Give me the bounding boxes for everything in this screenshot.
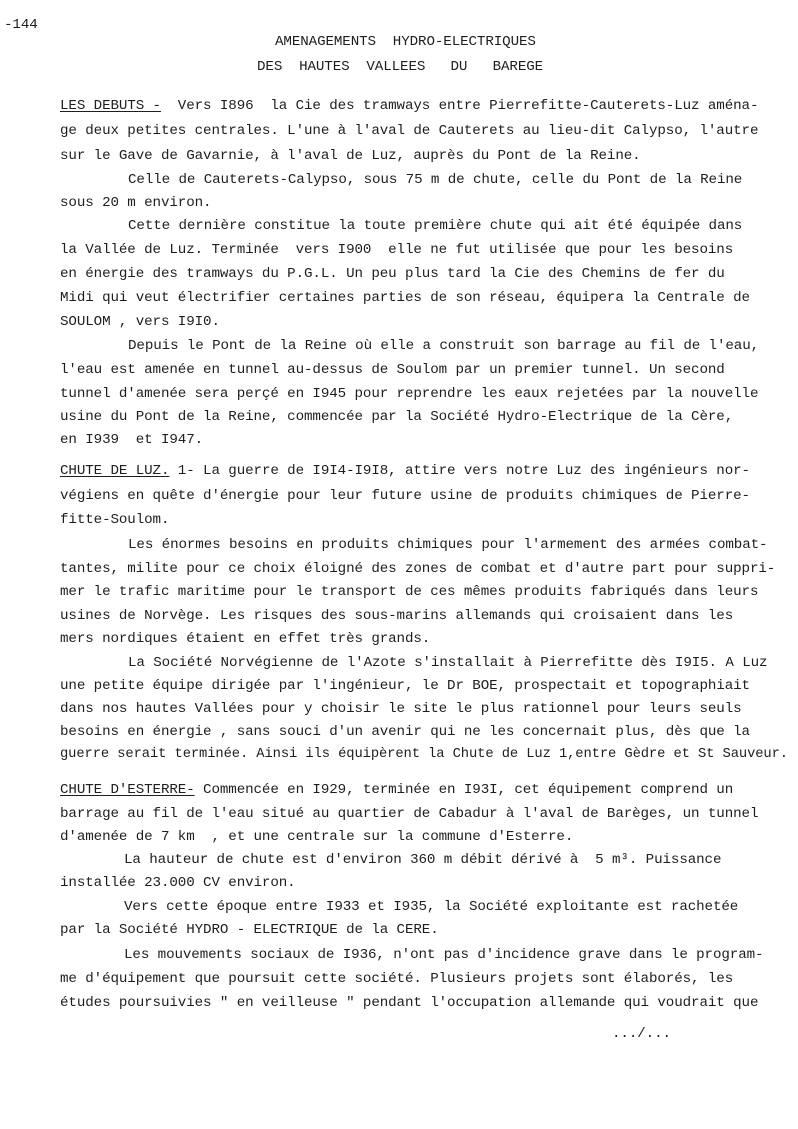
paragraph-line: La Société Norvégienne de l'Azote s'installait à Pierrefitte dès I9I5. A Luz [128, 655, 768, 671]
paragraph-line: mer le trafic maritime pour le transport de ces mêmes produits fabriqués dans leurs [60, 584, 759, 600]
paragraph-line: Les mouvements sociaux de I936, n'ont pas d'incidence grave dans le program- [124, 947, 764, 963]
paragraph-line: par la Société HYDRO - ELECTRIQUE de la CERE. [60, 922, 439, 938]
paragraph-line: études poursuivies " en veilleuse " pendant l'occupation allemande qui voudrait que [60, 995, 759, 1011]
paragraph-line: une petite équipe dirigée par l'ingénieur, le Dr BOE, prospectait et topographiait [60, 678, 750, 694]
paragraph-line: Depuis le Pont de la Reine où elle a construit son barrage au fil de l'eau, [128, 338, 760, 354]
paragraph-line: d'amenée de 7 km , et une centrale sur la commune d'Esterre. [60, 829, 574, 845]
paragraph-line: LES DEBUTS - Vers I896 la Cie des tramways entre Pierrefitte-Cauterets-Luz aména- [60, 98, 759, 114]
paragraph-line: en I939 et I947. [60, 432, 204, 448]
paragraph-line: guerre serait terminée. Ainsi ils équipèrent la Chute de Luz 1,entre Gèdre et St Sauveur. [60, 747, 788, 762]
continuation-mark: .../... [612, 1026, 671, 1042]
paragraph-line: Celle de Cauterets-Calypso, sous 75 m de chute, celle du Pont de la Reine [128, 172, 743, 188]
title-line-1: AMENAGEMENTS HYDRO-ELECTRIQUES [275, 34, 536, 50]
paragraph-line: dans nos hautes Vallées pour y choisir le site le plus rationnel pour leurs seuls [60, 701, 742, 717]
section-heading: CHUTE D'ESTERRE- [60, 782, 195, 798]
paragraph-line: Cette dernière constitue la toute première chute qui ait été équipée dans [128, 218, 743, 234]
paragraph-line: CHUTE DE LUZ. 1- La guerre de I9I4-I9I8, attire vers notre Luz des ingénieurs nor- [60, 463, 750, 479]
paragraph-line: la Vallée de Luz. Terminée vers I900 elle ne fut utilisée que pour les besoins [60, 242, 734, 258]
paragraph-line: sous 20 m environ. [60, 195, 212, 211]
paragraph-line: SOULOM , vers I9I0. [60, 314, 220, 330]
section-heading: LES DEBUTS - [60, 98, 161, 114]
paragraph-line: ge deux petites centrales. L'une à l'aval de Cauterets au lieu-dit Calypso, l'autre [60, 123, 759, 139]
paragraph-line: l'eau est amenée en tunnel au-dessus de Soulom par un premier tunnel. Un second [60, 362, 725, 378]
paragraph-line: usine du Pont de la Reine, commencée par la Société Hydro-Electrique de la Cère, [60, 409, 734, 425]
paragraph-line: végiens en quête d'énergie pour leur future usine de produits chimiques de Pierre- [60, 488, 750, 504]
page-number: -144 [4, 17, 38, 33]
section-heading: CHUTE DE LUZ. [60, 463, 170, 479]
paragraph-line: Vers cette époque entre I933 et I935, la Société exploitante est rachetée [124, 899, 739, 915]
paragraph-line: installée 23.000 CV environ. [60, 875, 296, 891]
paragraph-line: Midi qui veut électrifier certaines parties de son réseau, équipera la Centrale de [60, 290, 750, 306]
paragraph-line: fitte-Soulom. [60, 512, 170, 528]
paragraph-line: me d'équipement que poursuit cette société. Plusieurs projets sont élaborés, les [60, 971, 734, 987]
paragraph-line: Les énormes besoins en produits chimiques pour l'armement des armées combat- [128, 537, 768, 553]
paragraph-line: besoins en énergie , sans souci d'un avenir qui ne les concernait plus, dès que la [60, 724, 750, 740]
paragraph-line: CHUTE D'ESTERRE- Commencée en I929, terminée en I93I, cet équipement comprend un [60, 782, 734, 798]
paragraph-line: en énergie des tramways du P.G.L. Un peu plus tard la Cie des Chemins de fer du [60, 266, 725, 282]
paragraph-line: usines de Norvège. Les risques des sous-marins allemands qui croisaient dans les [60, 608, 734, 624]
paragraph-line: mers nordiques étaient en effet très grands. [60, 631, 431, 647]
paragraph-line: tantes, milite pour ce choix éloigné des zones de combat et d'autre part pour suppri- [60, 561, 776, 577]
paragraph-line: sur le Gave de Gavarnie, à l'aval de Luz, auprès du Pont de la Reine. [60, 148, 641, 164]
title-line-2: DES HAUTES VALLEES DU BAREGE [257, 59, 544, 75]
paragraph-line: La hauteur de chute est d'environ 360 m débit dérivé à 5 m³. Puissance [124, 852, 722, 868]
paragraph-line: tunnel d'amenée sera perçé en I945 pour reprendre les eaux rejetées par la nouvelle [60, 386, 759, 402]
paragraph-line: barrage au fil de l'eau situé au quartier de Cabadur à l'aval de Barèges, un tunnel [60, 806, 759, 822]
